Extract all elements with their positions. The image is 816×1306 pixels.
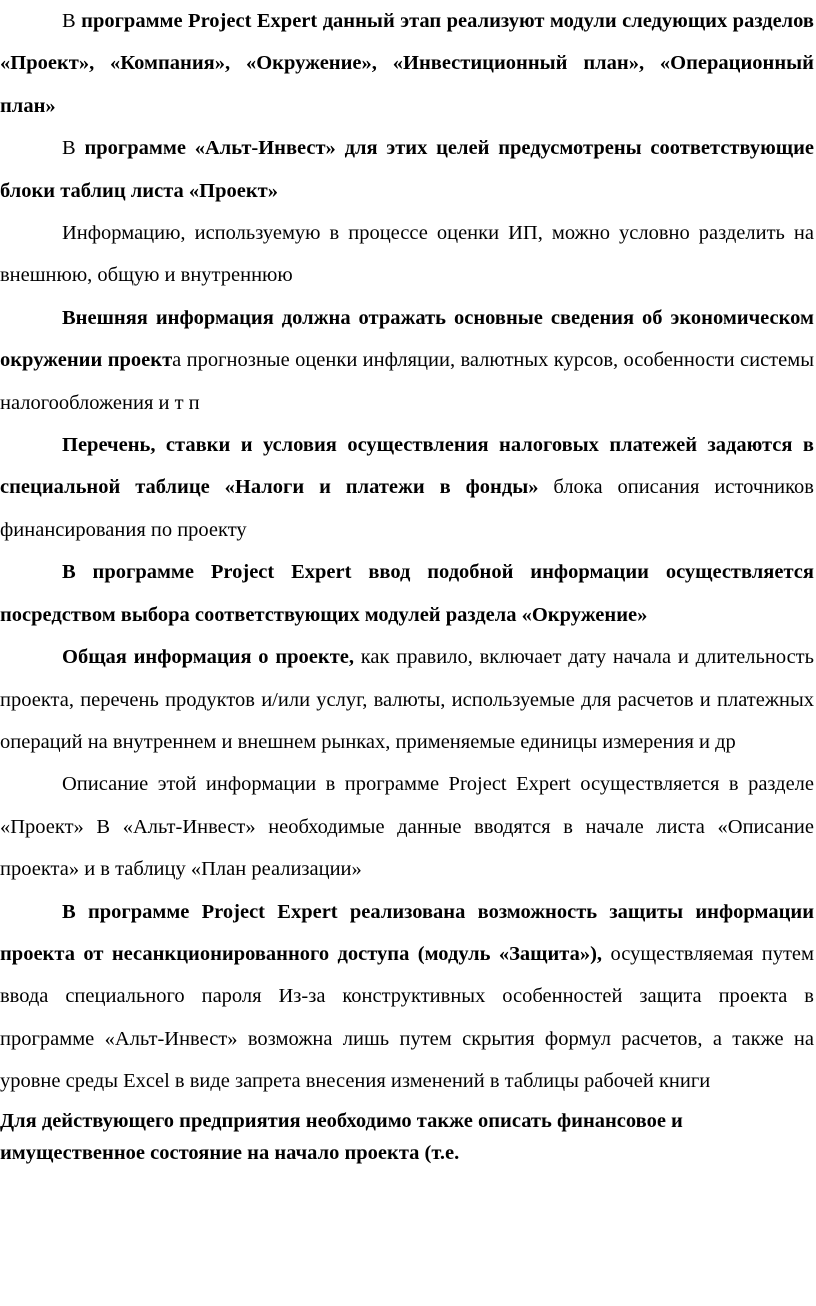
bold-text-span: В программе Project Expert реализована возможность защиты информации проекта от несанкционированного доступа (модуль «Защита»), [0, 900, 814, 965]
paragraph-6 [0, 551, 814, 636]
paragraph-10 [0, 1105, 814, 1169]
text-span: как правило, включает дату начала и длительность проекта, перечень продуктов и/или услуг, валюты, используемые для расчетов и платежных операций на внутреннем и внешнем рынках, применяемые единицы измерения и др [0, 646, 814, 753]
bold-text-span: программе «Альт-Инвест» для этих целей предусмотрены соответствующие блоки таблиц листа «Проект» [0, 137, 814, 202]
bold-text-span: программе Project Expert данный этап реализуют модули следующих разделов «Проект», «Компания», «Окружение», «Инвестиционный план», «Операционный план» [0, 10, 814, 117]
paragraph-9 [0, 891, 814, 1103]
bold-text-span: Для действующего предприятия необходимо также описать финансовое и имущественное состояние на начало проекта (т.е. [0, 1109, 683, 1164]
text-span: В [62, 137, 85, 160]
text-span: Описание этой информации в программе Project Expert осуществляется в разделе «Проект» В «Альт-Инвест» необходимые данные вводятся в начале листа «Описание проекта» и в таблицу «План реализации» [0, 773, 814, 881]
paragraph-8 [0, 763, 814, 890]
text-span: В [62, 10, 82, 32]
text-span: а прогнозные оценки инфляции, валютных курсов, особенности системы налогообложения и т п [0, 349, 814, 414]
bold-text-span: Внешняя информация должна отражать основные сведения об экономическом окружении проект [0, 306, 814, 372]
paragraph-7 [0, 636, 814, 763]
paragraph-3 [0, 212, 814, 297]
text-span: Информацию, используемую в процессе оценки ИП, можно условно разделить на внешнюю, общую и внутреннюю [0, 222, 814, 287]
paragraph-5 [0, 424, 814, 551]
paragraph-4 [0, 297, 814, 424]
paragraph-2 [0, 127, 814, 212]
text-span: осуществляемая путем ввода специального пароля Из-за конструктивных особенностей защита проекта в программе «Альт-Инвест» возможна лишь путем скрытия формул расчетов, а также на уровне среды Excel в виде запрета внесения изменений в таблицы рабочей книги [0, 942, 814, 1093]
bold-text-span: В программе Project Expert ввод подобной информации осуществляется посредством выбора соответствующих модулей раздела «Окружение» [0, 561, 814, 626]
bold-text-span: Перечень, ставки и условия осуществления налоговых платежей задаются в специальной таблице «Налоги и платежи в фонды» [0, 434, 814, 499]
text-span: блока описания источников финансирования по проекту [0, 476, 814, 541]
paragraph-1 [0, 0, 814, 127]
bold-text-span: Общая информация о проекте, [62, 646, 354, 669]
